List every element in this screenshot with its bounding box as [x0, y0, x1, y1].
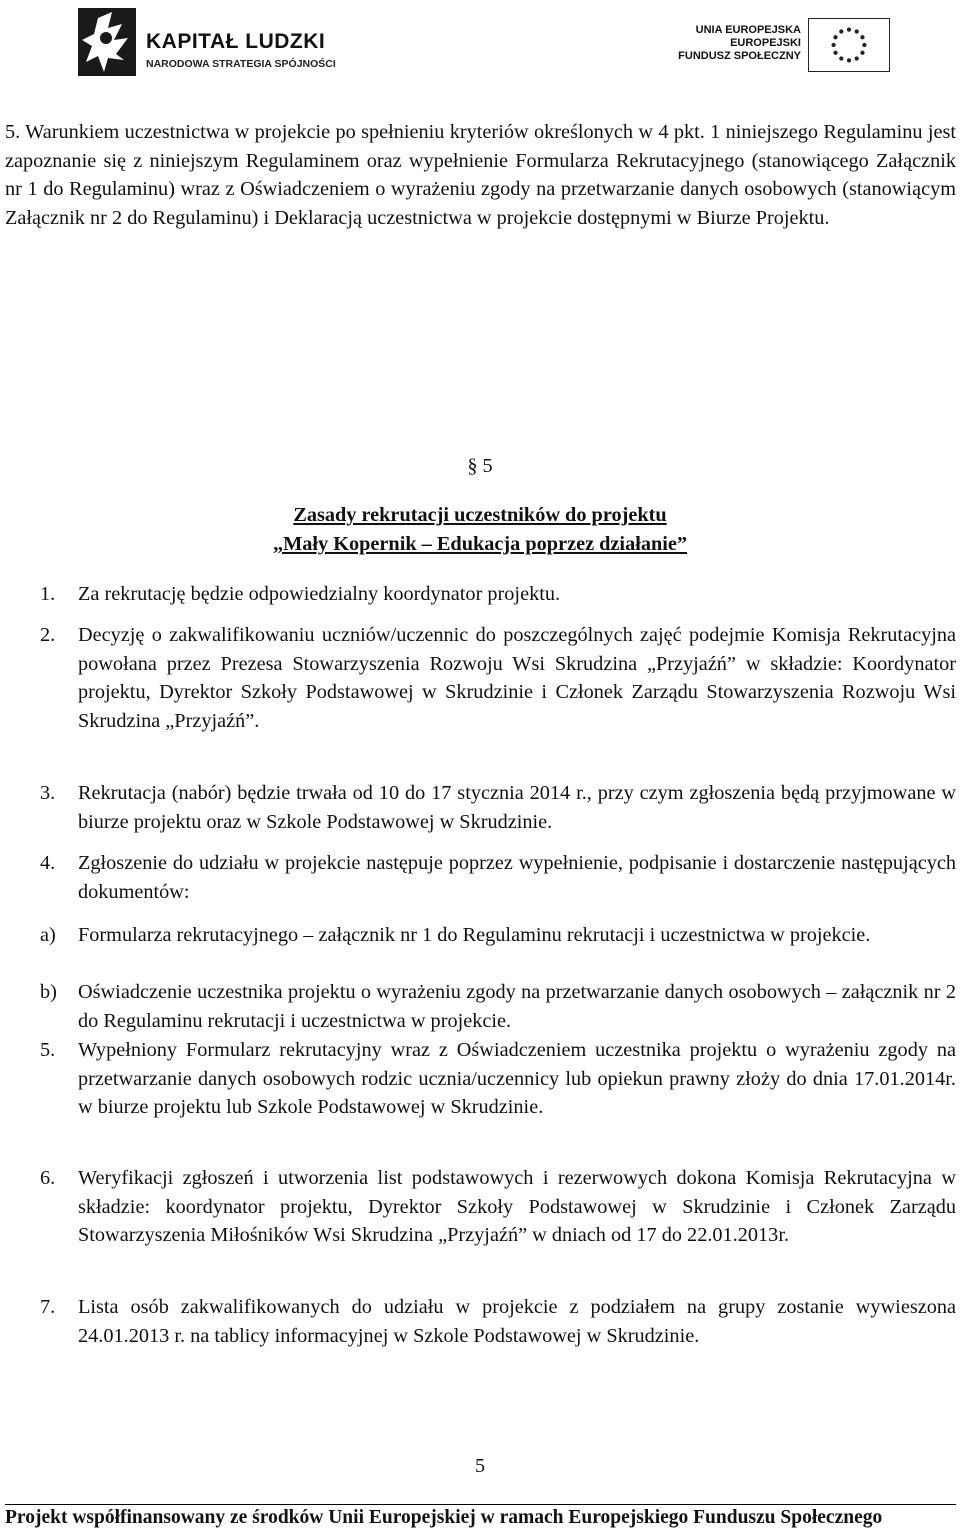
list-item — [40, 849, 956, 906]
eu-line-3: FUNDUSZ SPOŁECZNY — [678, 50, 801, 62]
list-item — [40, 580, 956, 609]
item-text: Rekrutacja (nabór) będzie trwała od 10 do 17 stycznia 2014 r., przy czym zgłoszenia będą przyjmowane w biurze projektu oraz w Szkole Podstawowej w Skrudzinie. — [78, 782, 956, 833]
kapital-ludzki-logo — [78, 8, 338, 76]
section-title-line-2 — [0, 530, 960, 558]
item-number: a) — [40, 924, 56, 946]
item-text: Wypełniony Formularz rekrutacyjny wraz z Oświadczeniem uczestnika projektu o wyrażeniu zgody na przetwarzanie danych osobowych rodzic ucznia/uczennicy lub opiekun prawny złoży do dnia 17.01.2014r. w biurze projektu lub Szkole Podstawowej w Skrudzinie. — [78, 1039, 956, 1119]
item-number: 4. — [40, 852, 56, 874]
eu-line-1: UNIA EUROPEJSKA — [695, 24, 801, 36]
footer-text: Projekt współfinansowany ze środków Unii Europejskiej w ramach Europejskiego Funduszu Społecznego — [5, 1507, 883, 1528]
section-title-1: Zasady rekrutacji uczestników do projektu — [293, 504, 667, 526]
eu-logo-text — [668, 24, 801, 63]
intro-paragraph: 5. Warunkiem uczestnictwa w projekcie po spełnieniu kryteriów określonych w 4 pkt. 1 niniejszego Regulaminu jest zapoznanie się z niniejszym Regulaminem oraz wypełnienie Formularza Rekrutacyjnego (stanowiącego Załącznik nr 1 do Regulaminu) wraz z Oświadczeniem o wyrażeniu zgody na przetwarzanie danych osobowych (stanowiącym Załącznik nr 2 do Regulaminu) i Deklaracją uczestnictwa w projekcie dostępnymi w Biurze Projektu. — [5, 121, 956, 230]
item-text: Za rekrutację będzie odpowiedzialny koordynator projektu. — [78, 583, 561, 605]
list-item — [40, 1293, 956, 1350]
eu-line-2: EUROPEJSKI — [730, 37, 801, 49]
list-item — [40, 621, 956, 736]
eu-logo — [668, 18, 892, 74]
item-number: 1. — [40, 583, 56, 605]
item-text: Zgłoszenie do udziału w projekcie następuje poprzez wypełnienie, podpisanie i dostarczenie następujących dokumentów: — [78, 852, 956, 903]
list-item — [40, 978, 956, 1035]
item-number: b) — [40, 981, 57, 1003]
list-item — [40, 921, 956, 950]
logo-subtitle: NARODOWA STRATEGIA SPÓJNOŚCI — [146, 58, 336, 70]
section-title-line-1 — [0, 501, 960, 529]
page-number: 5 — [475, 1455, 485, 1477]
item-number: 7. — [40, 1296, 56, 1318]
logo-title: KAPITAŁ LUDZKI — [146, 30, 326, 53]
item-text: Formularza rekrutacyjnego – załącznik nr 1 do Regulaminu rekrutacji i uczestnictwa w projekcie. — [78, 924, 871, 946]
list-item — [40, 779, 956, 836]
eu-flag-icon — [808, 18, 890, 72]
list-item — [40, 1036, 956, 1122]
section-number: § 5 — [467, 455, 493, 477]
kapital-ludzki-mark-icon — [78, 8, 136, 76]
item-text: Decyzję o zakwalifikowaniu uczniów/uczennic do poszczególnych zajęć podejmie Komisja Rekrutacyjna powołana przez Prezesa Stowarzyszenia Rozwoju Wsi Skrudzina „Przyjaźń” w składzie: Koordynator projektu, Dyrektor Szkoły Podstawowej w Skrudzinie i Członek Zarządu Stowarzyszenia Rozwoju Wsi Skrudzina „Przyjaźń”. — [78, 624, 956, 733]
item-number: 3. — [40, 782, 56, 804]
item-number: 2. — [40, 624, 56, 646]
item-text: Lista osób zakwalifikowanych do udziału w projekcie z podziałem na grupy zostanie wywieszona 24.01.2013 r. na tablicy informacyjnej w Szkole Podstawowej w Skrudzinie. — [78, 1296, 956, 1347]
section-title-2: „Mały Kopernik – Edukacja poprzez działanie” — [272, 533, 688, 555]
list-item — [40, 1164, 956, 1250]
item-number: 5. — [40, 1039, 56, 1061]
item-number: 6. — [40, 1167, 56, 1189]
item-text: Weryfikacji zgłoszeń i utworzenia list podstawowych i rezerwowych dokona Komisja Rekrutacyjna w składzie: koordynator projektu, Dyrektor Szkoły Podstawowej w Skrudzinie i Członek Zarządu Stowarzyszenia Miłośników Wsi Skrudzina „Przyjaźń” w dniach od 17 do 22.01.2013r. — [78, 1167, 956, 1247]
item-text: Oświadczenie uczestnika projektu o wyrażeniu zgody na przetwarzanie danych osobowych – załącznik nr 2 do Regulaminu rekrutacji i uczestnictwa w projekcie. — [78, 981, 956, 1032]
footer-divider — [5, 1504, 956, 1505]
